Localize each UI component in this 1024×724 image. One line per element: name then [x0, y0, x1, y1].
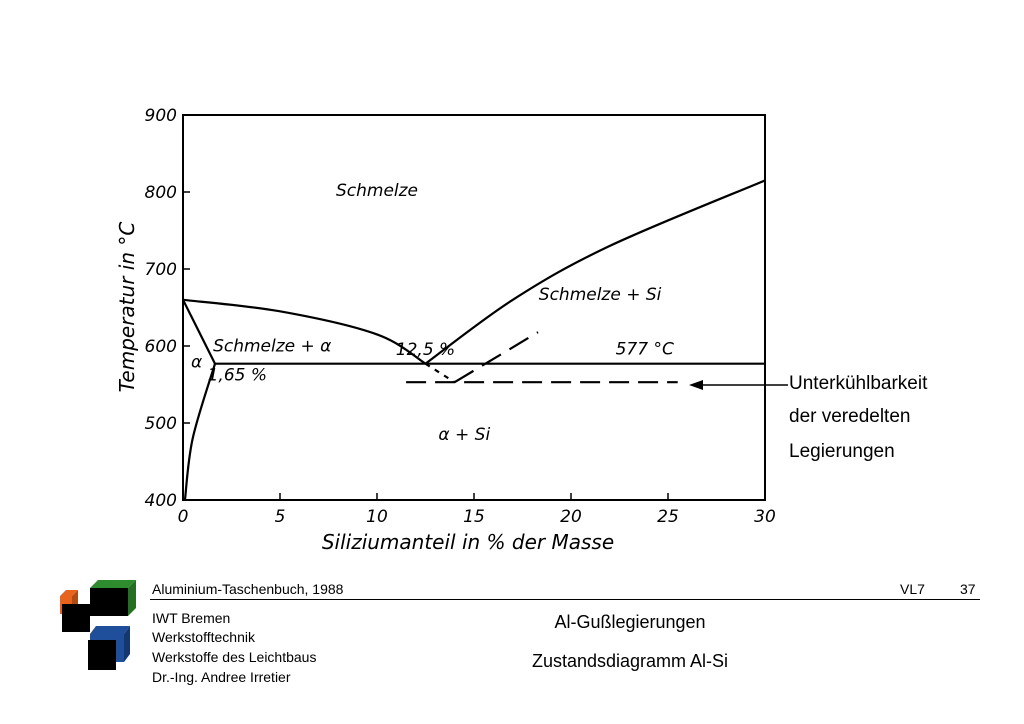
footer-institute: IWT Bremen [152, 610, 231, 626]
y-tick-label: 400 [144, 491, 177, 511]
tick-group [145, 106, 776, 527]
label-group [191, 181, 674, 445]
annotation-line-2: der veredelten [789, 406, 911, 427]
x-axis-label: Siliziumanteil in % der Masse [321, 530, 615, 554]
logo-cube-black-mid [62, 604, 90, 632]
logo-cube-green [90, 580, 136, 616]
y-tick-label: 800 [144, 183, 177, 203]
footer-divider [150, 599, 980, 600]
slide-title-2: Zustandsdiagramm Al-Si [531, 651, 729, 671]
x-tick-label: 15 [463, 507, 485, 527]
phase-region-label: α [190, 352, 203, 373]
iwt-logo [56, 578, 140, 674]
x-tick-label: 30 [754, 507, 776, 527]
y-tick-label: 700 [144, 260, 177, 280]
x-tick-label: 20 [560, 507, 582, 527]
footer-source: Aluminium-Taschenbuch, 1988 [152, 581, 344, 597]
annotation-arrow-head [689, 380, 703, 390]
annotation-line-3: Legierungen [789, 441, 895, 462]
undercooled-liquidus-line [455, 332, 538, 382]
y-tick-label: 600 [144, 337, 177, 357]
logo-cube-black-bottom [88, 640, 116, 670]
data-annotation-label: 1,65 % [207, 365, 268, 386]
footer-lecture: VL7 [900, 581, 925, 597]
y-axis-label: Temperatur in °C [115, 221, 139, 393]
phase-region-label: Schmelze + α [213, 336, 332, 357]
liquidus-si-curve [426, 180, 766, 363]
footer-department: Werkstofftechnik [152, 629, 255, 645]
footer-page-number: 37 [960, 581, 976, 597]
slide-title-1: Al-Gußlegierungen [554, 612, 706, 632]
y-tick-label: 500 [144, 414, 177, 434]
footer-group: Werkstoffe des Leichtbaus [152, 649, 317, 665]
x-tick-label: 25 [657, 507, 679, 527]
data-annotation-label: 12,5 % [395, 340, 456, 361]
annotation-line-1: Unterkühlbarkeit [789, 373, 928, 394]
x-tick-label: 5 [274, 507, 286, 527]
x-tick-label: 10 [366, 507, 388, 527]
phase-region-label: α + Si [438, 424, 491, 445]
undercooled-drop-line [426, 364, 455, 382]
phase-region-label: Schmelze + Si [538, 284, 662, 305]
data-annotation-label: 577 °C [615, 339, 674, 360]
phase-region-label: Schmelze [335, 180, 419, 201]
footer-author: Dr.-Ing. Andree Irretier [152, 669, 291, 685]
y-tick-label: 900 [144, 106, 177, 126]
x-tick-label: 0 [177, 507, 189, 527]
